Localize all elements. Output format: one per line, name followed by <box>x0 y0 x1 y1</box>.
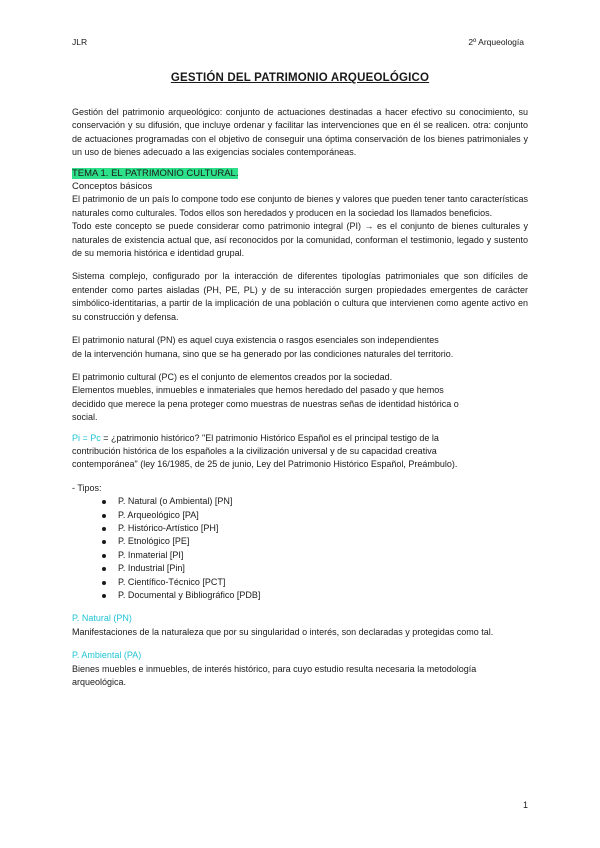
tipos-list <box>72 495 528 602</box>
pn-line-1: El patrimonio natural (PN) es aquel cuya existencia o rasgos esenciales son independientes <box>72 335 439 346</box>
list-item: P. Etnológico [PE] <box>102 535 528 548</box>
list-item: P. Científico-Técnico [PCT] <box>102 576 528 589</box>
paragraph-sistema-complejo: Sistema complejo, configurado por la interacción de diferentes tipologías patrimoniales que son difíciles de entender como partes aisladas (PH, PE, PL) y de su interacción surgen propiedades emergentes de carácter simbólico-identitarias, a partir de la implicación de una población o cultura que intervienen como agente activo en su construcción y defensa. <box>72 271 528 322</box>
list-item: P. Industrial [Pin] <box>102 562 528 575</box>
pa-heading: P. Ambiental (PA) <box>72 650 142 661</box>
pi-line-1 <box>72 432 528 445</box>
pc-line-1: El patrimonio cultural (PC) es el conjunto de elementos creados por la sociedad. <box>72 371 393 382</box>
list-item: P. Documental y Bibliográfico [PDB] <box>102 589 528 602</box>
pi-label: Pi = Pc <box>72 432 101 443</box>
list-item: P. Natural (o Ambiental) [PN] <box>102 495 528 508</box>
header-author: JLR <box>72 37 88 47</box>
pn-line-2: de la intervención humana, sino que se ha generado por las condiciones naturales del territorio. <box>72 348 454 359</box>
pn-description: Manifestaciones de la naturaleza que por su singularidad o interés, son declaradas y protegidas como tal. <box>72 626 494 637</box>
pi-text: = ¿patrimonio histórico? "El patrimonio Histórico Español es el principal testigo de la <box>100 432 439 443</box>
subheading-conceptos: Conceptos básicos <box>72 181 153 193</box>
pa-description: Bienes muebles e inmuebles, de interés histórico, para cuyo estudio resulta necesaria la metodología arqueológica. <box>72 663 477 688</box>
pc-line-4: social. <box>72 412 98 423</box>
pi-line-2: contribución histórica de los españoles a la civilización universal y de su capacidad creativa <box>72 445 437 456</box>
pi-line-3: contemporánea" (ley 16/1985, de 25 de junio, Ley del Patrimonio Histórico Español, Preámbulo). <box>72 459 458 470</box>
section-heading-tema1: TEMA 1. EL PATRIMONIO CULTURAL. <box>72 167 239 179</box>
page-title: GESTIÓN DEL PATRIMONIO ARQUEOLÓGICO <box>170 72 430 84</box>
pc-line-2: Elementos muebles, inmuebles e inmateriales que hemos heredado del pasado y que hemos <box>72 385 444 396</box>
paragraph-patrimonio: El patrimonio de un país lo compone todo ese conjunto de bienes y valores que pueden tener tanto características naturales como culturales. Todos ellos son heredados y producen en la sociedad los llamados beneficios. <box>72 194 528 218</box>
tipos-label: - Tipos: <box>72 482 102 493</box>
page-number: 1 <box>522 800 528 810</box>
header-course: 2º Arqueología <box>468 37 524 47</box>
intro-paragraph: Gestión del patrimonio arqueológico: conjunto de actuaciones destinadas a hacer efectivo su conocimiento, su conservación y su difusión, que incluye ordenar y facilitar las intervenciones que en él se realicen. otra: conjunto de actuaciones programadas con el objetivo de conseguir una óptima conservación de los bienes patrimoniales y un uso de bienes adecuado a las exigencias sociales contemporáneas. <box>72 107 528 158</box>
list-item: P. Arqueológico [PA] <box>102 509 528 522</box>
list-item: P. Inmaterial [PI] <box>102 549 528 562</box>
paragraph-patrimonio-integral: Todo este concepto se puede considerar como patrimonio integral (PI) → es el conjunto de bienes culturales y naturales de existencia actual que, así reconocidos por la comunidad, conforman el testimonio, legado y sustento de su memoria histórica e identidad grupal. <box>72 221 528 259</box>
pn-heading: P. Natural (PN) <box>72 613 132 624</box>
pc-line-3: decidido que merece la pena proteger como muestras de nuestras señas de identidad histórica o <box>72 398 459 409</box>
document-body <box>72 106 528 689</box>
list-item: P. Histórico-Artístico [PH] <box>102 522 528 535</box>
